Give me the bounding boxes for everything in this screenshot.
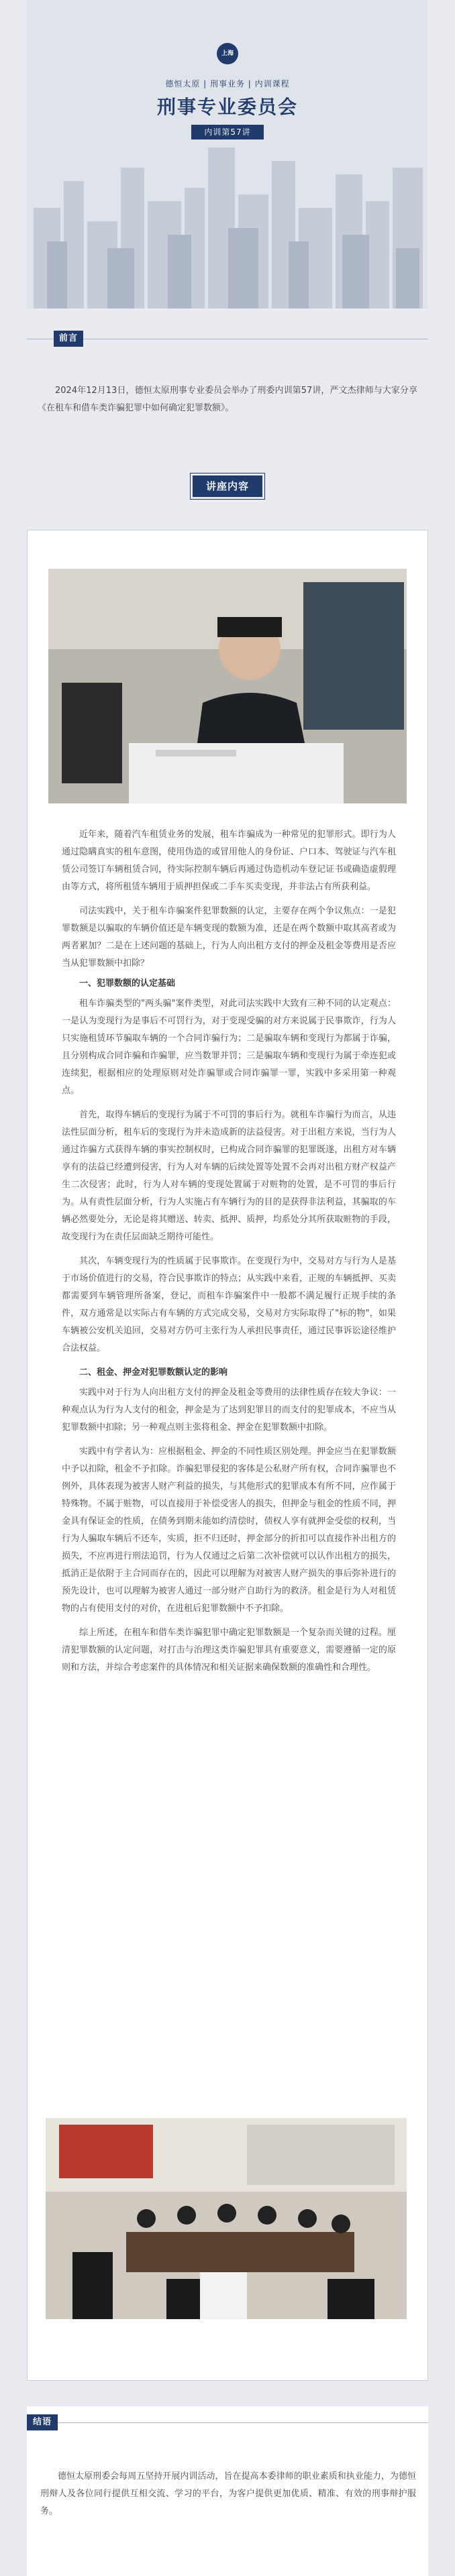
firm-logo: 上海 (217, 43, 238, 64)
content-button[interactable] (190, 473, 265, 500)
lecture-photo-1 (48, 569, 407, 803)
paragraph: 租车诈骗类型的"两头骗"案件类型，对此司法实践中大致有三种不同的认定观点：一是认为变现行为是事后不可罚行为，对于变现受骗的对方来说属于民事欺诈，行为人只实施租赁环节骗取车辆的一个合同诈骗行为；二是骗取车辆和变现行为都属于诈骗，且分别构成合同诈骗和诈骗罪，应当数罪并罚；三是骗取车辆和变现行为属于牵连犯或连续犯，根据相应的处理原则对处诈骗罪或合同诈骗罪一罪，实践中多采用第一种观点。 (62, 999, 396, 1096)
paragraph: 综上所述，在租车和借车类诈骗犯罪中确定犯罪数额是一个复杂而关键的过程。厘清犯罪数额的认定问题，对打击与治理这类诈骗犯罪具有重要意义，需要遵循一定的原则和方法，并综合考虑案件的具体情况和相关证据来确保数额的准确性和合理性。 (62, 1628, 396, 1673)
paragraph: 实践中有学者认为：应根据租金、押金的不同性质区别处理。押金应当在犯罪数额中予以扣除，租金不予扣除。诈骗犯罪侵犯的客体是公私财产所有权，合同诈骗罪也不例外，具体表现为被害人财产利益的损失，与其他形式的犯罪成本有所不同，应作属于特殊物。不属于赃物，可以直接用于补偿受害人的损失，但押金与租金的性质不同，押金具有保证金的性质，在债务到期未能如约清偿时，债权人享有就押金受偿的权利，当行为人骗取车辆后不还车，实质，拒不归还时，押金部分的折扣可以直接作补出租方的损失，不应再进行刑法追罚，行为人仅通过之后第二次补偿就可以认作出租方的损失，抵消正是依附于主合同而存在的，因此可以理解为对被害人财产损失的事后弥补进行的预先设计，也可以理解为被害人通过一部分财产自助行为的救济。租金是行为人对租赁物的占有使用支付的对价，在进租后犯罪数额中不予扣除。 (62, 1447, 396, 1614)
lecture-badge: 内训第57讲 (191, 125, 264, 139)
closing-text (40, 2468, 416, 2520)
content-text-1 (62, 826, 396, 1677)
closing-label: 结语 (27, 2414, 58, 2430)
paragraph: 近年来，随着汽车租赁业务的发展，租车诈骗成为一种常见的犯罪形式。即行为人通过隐瞒真实的租车意图，使用伪造的或冒用他人的身份证、户口本、驾驶证与汽车租赁公司签订车辆租赁合同，待实际控制车辆后再通过伪造机动车登记证书或确造虚假理由等方式，将所租赁车辆用于质押担保或二手车买卖变现，并非法占有所获利益。 (62, 830, 396, 892)
meeting-image (46, 2118, 407, 2319)
header-banner (27, 0, 428, 309)
content-button-label: 讲座内容 (193, 475, 262, 497)
page-title: 刑事专业委员会 (156, 96, 298, 118)
section-heading-1: 一、犯罪数额的认定基础 (79, 978, 176, 989)
paragraph: 实践中对于行为人向出租方支付的押金及租金等费用的法律性质存在较大争议：一种观点认为行为人支付的租金，押金是为了达到犯罪目的而支付的犯罪成本，不应当从犯罪数额中扣除；另一种观点则主张将租金、押金在犯罪数额中扣除。 (62, 1388, 396, 1433)
foreword-text (38, 382, 417, 417)
foreword-label: 前言 (54, 331, 83, 347)
paragraph: 其次，车辆变现行为的性质属于民事欺诈。在变现行为中，交易对方与行为人是基于市场价值进行的交易，符合民事欺诈的特点；从实践中来看，正规的车辆抵押、买卖都需要到车辆管理所备案，登记，而租车诈骗案件中一般都不满足履行正规手续的条件，双方通常是以实际占有车辆的方式完成交易，交易对方实际取得了"标的物"，如果车辆被公安机关追回，交易对方仍可主张行为人承担民事责任，通过民事诉讼途径维护合法权益。 (62, 1256, 396, 1353)
paragraph: 司法实践中，关于租车诈骗案件犯罪数额的认定，主要存在两个争议焦点：一是犯罪数额是以骗取的车辆价值还是车辆变现的数额为准，还是在两个数额中取其高者或为两者累加？二是在上述问题的基础上，行为人向出租方支付的押金及租金等费用是否应当从犯罪数额中扣除？ (62, 906, 396, 968)
org-line: 德恒太原 | 刑事业务 | 内训课程 (165, 79, 290, 89)
paragraph: 首先，取得车辆后的变现行为属于不可罚的事后行为。就租车诈骗行为而言，从违法性层面分析，租车后的变现行为并未造成新的法益侵害。对于出租方来说，当行为人通过诈骗方式获得车辆的事实控制权时，已构成合同诈骗罪的犯罪既遂，出租方对车辆享有的法益已经遭到侵害，行为人对车辆的后续处置等处置不会再对出租方财产权益产生二次侵害；此时，行为人对车辆的变现处置属于对赃物的处置，是不可罚的事后行为。从有责性层面分析，行为人实施占有车辆行为的目的是获得非法利益，其骗取的车辆必然要处分，无论是将其赠送、转卖、抵押、质押，均系处分其所获取赃物的手段，故变现行为在责任层面缺乏期待可能性。 (62, 1110, 396, 1242)
closing-paragraph: 德恒太原刑委会每周五坚持开展内训活动，旨在提高本委律师的职业素质和执业能力，为德恒刑辩人及各位同行提供互相交流、学习的平台，为客户提供更加优质、精准、有效的刑事辩护服务。 (40, 2471, 416, 2516)
lecture-photo-2 (46, 2118, 407, 2319)
divider (27, 2422, 428, 2423)
section-heading-2: 二、租金、押金对犯罪数额认定的影响 (79, 1367, 228, 1378)
speaker-image (48, 569, 407, 803)
foreword-paragraph: 2024年12月13日，德恒太原刑事专业委员会举办了刑委内训第57讲，严文杰律师与大家分享《在租车和借车类诈骗犯罪中如何确定犯罪数额》。 (38, 386, 417, 413)
